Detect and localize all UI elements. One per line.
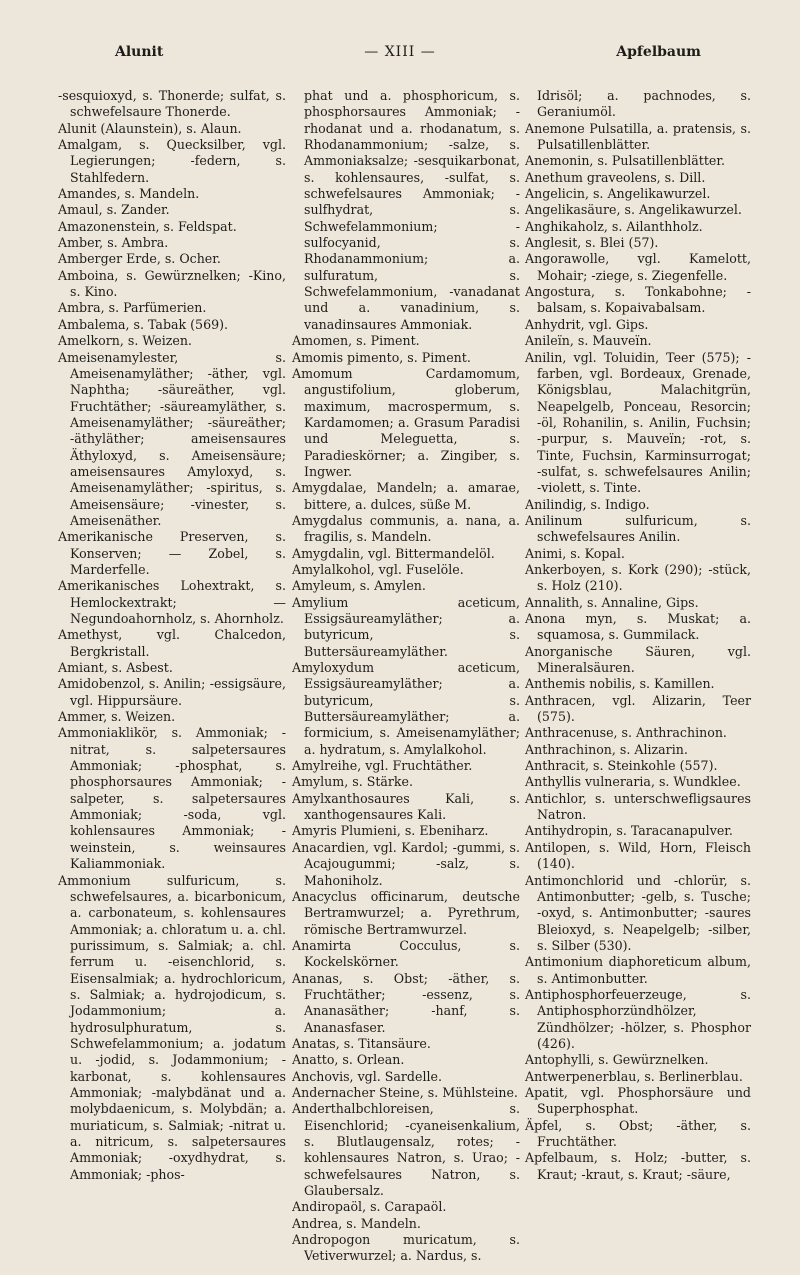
index-entry: Antophylli, s. Gewürznelken. <box>525 1052 709 1068</box>
index-entry: phat und a. phosphoricum, s. phosphorsaures Ammoniak; -rhodanat und a. rhodanatum, s. Rhodanammonium; -salze, s. Ammoniaksalze; -sesquikarbonat, s. kohlensaures, -sulfat, s. schwefelsaures Ammoniak; -sulfhydrat, s. Schwefelammonium; -sulfocyanid, s. Rhodanammonium; a. sulfuratum, s. Schwefelammonium, -vanadanat und a. vanadinium, s. vanadinsaures Ammoniak. <box>304 88 520 332</box>
index-entry: Äpfel, s. Obst; -äther, s. Fruchtäther. <box>525 1117 751 1149</box>
index-entry: Anglesit, s. Blei (57). <box>525 235 659 251</box>
index-entry: Idrisöl; a. pachnodes, s. Geraniumöl. <box>537 88 751 120</box>
index-entry: Amelkorn, s. Weizen. <box>58 333 192 349</box>
index-entry: Anilin, vgl. Toluidin, Teer (575); -farben, vgl. Bordeaux, Grenade, Königsblau, Malachitgrün, Neapelgelb, Ponceau, Resorcin; -öl, Rohanilin, s. Anilin, Fuchsin; -purpur, s. Mauveïn; -rot, s. Tinte, Fuchsin, Karminsurrogat; -sulfat, s. schwefelsaures Anilin; -violett, s. Tinte. <box>525 349 751 496</box>
index-entry: Amyris Plumieni, s. Ebeniharz. <box>292 823 489 839</box>
index-entry: Amylalkohol, vgl. Fuselöle. <box>292 561 464 577</box>
column-1 <box>58 88 286 1258</box>
index-entry: Antimonchlorid und -chlorür, s. Antimonbutter; -gelb, s. Tusche; -oxyd, s. Antimonbutter; -saures Bleioxyd, s. Neapelgelb; -silber, s. Silber (530). <box>525 872 751 953</box>
index-entry: Andernacher Steine, s. Mühlsteine. <box>292 1084 518 1100</box>
index-entry: Andropogon muricatum, s. Vetiverwurzel; a. Nardus, s. <box>292 1232 520 1264</box>
index-entry: Anderthalbchloreisen, s. Eisenchlorid; -cyaneisenkalium, s. Blutlaugensalz, rotes; -kohlensaures Natron, s. Urao; -schwefelsaures Natron, s. Glaubersalz. <box>292 1101 520 1199</box>
index-entry: Amboina, s. Gewürznelken; -Kino, s. Kino. <box>58 267 286 300</box>
index-entry: Amomum Cardamomum, angustifolium, globerum, maximum, macrospermum, s. Kardamomen; a. Grasum Paradisi und Meleguetta, s. Paradieskörner; a. Zingiber, s. Ingwer. <box>292 365 520 479</box>
index-entry: Ammonium sulfuricum, s. schwefelsaures, a. bicarbonicum, a. carbonateum, s. kohlensaures Ammoniak; a. chloratum u. a. chl. purissimum, s. Salmiak; a. chl. ferrum u. -eisenchlorid, s. Eisensalmiak; a. hydrochloricum, s. Salmiak; a. hydrojodicum, s. Jodammonium; a. hydrosulphuratum, s. Schwefelammonium; a. jodatum u. -jodid, s. Jodammonium; -karbonat, s. kohlensaures Ammoniak; -malybdänat und a. molybdaenicum, s. Molybdän; a. muriaticum, s. Salmiak; -nitrat u. a. nitricum, s. salpetersaures Ammoniak; -oxydhydrat, s. Ammoniak; -phos- <box>58 872 286 1182</box>
index-entry: Amaul, s. Zander. <box>58 202 170 218</box>
index-entry: Antichlor, s. unterschwefligsaures Natron. <box>525 790 751 823</box>
index-entry: Angelicin, s. Angelikawurzel. <box>525 186 711 202</box>
index-entry: Amylium aceticum, Essigsäureamyläther; a. butyricum, s. Buttersäureamyläther. <box>292 594 520 659</box>
index-entry: Amethyst, vgl. Chalcedon, Bergkristall. <box>58 627 286 659</box>
index-entry: Anthracen, vgl. Alizarin, Teer (575). <box>525 692 751 725</box>
index-entry: Anthracenuse, s. Anthrachinon. <box>525 725 727 741</box>
index-entry: Ananas, s. Obst; -äther, s. Fruchtäther; -essenz, s. Ananasäther; -hanf, s. Ananasfaser. <box>292 970 520 1035</box>
index-entry: Anatto, s. Orlean. <box>292 1052 405 1068</box>
index-entry: Amidobenzol, s. Anilin; -essigsäure, vgl. Hippursäure. <box>58 676 286 708</box>
index-entry: Anhydrit, vgl. Gips. <box>525 316 649 332</box>
index-entry: Amandes, s. Mandeln. <box>58 186 200 202</box>
index-entry: Anileïn, s. Mauveïn. <box>525 333 652 349</box>
index-entry: Anilinum sulfuricum, s. schwefelsaures Anilin. <box>525 512 751 545</box>
index-entry: Amylreihe, vgl. Fruchtäther. <box>292 758 473 774</box>
column-3 <box>525 88 751 1258</box>
index-entry: Anacyclus officinarum, deutsche Bertramwurzel; a. Pyrethrum, römische Bertramwurzel. <box>292 888 520 937</box>
index-entry: Antwerpenerblau, s. Berlinerblau. <box>525 1068 743 1084</box>
index-entry: Amylxanthosaures Kali, s. xanthogensaures Kali. <box>292 790 520 823</box>
index-entry: Anemone Pulsatilla, a. pratensis, s. Pulsatillenblätter. <box>525 120 751 153</box>
index-entry: Annalith, s. Annaline, Gips. <box>525 594 699 610</box>
index-entry: Apfelbaum, s. Holz; -butter, s. Kraut; -kraut, s. Kraut; -säure, <box>525 1150 751 1182</box>
index-entry: Antimonium diaphoreticum album, s. Antimonbutter. <box>525 954 751 986</box>
index-entry: Anthemis nobilis, s. Kamillen. <box>525 676 715 692</box>
index-entry: Amber, s. Ambra. <box>58 235 169 251</box>
index-entry: Anthrachinon, s. Alizarin. <box>525 741 688 757</box>
index-entry: Anamirta Cocculus, s. Kockelskörner. <box>292 937 520 970</box>
index-entry: Amiant, s. Asbest. <box>58 660 173 676</box>
index-entry: Anghikaholz, s. Ailanthholz. <box>525 218 703 234</box>
index-entry: Ammoniaklikör, s. Ammoniak; -nitrat, s. salpetersaures Ammoniak; -phosphat, s. phosphorsaures Ammoniak; -salpeter, s. salpetersaures Ammoniak; -soda, vgl. kohlensaures Ammoniak; -weinstein, s. weinsaures Kaliammoniak. <box>58 725 286 872</box>
index-entry: Angelikasäure, s. Angelikawurzel. <box>525 202 742 218</box>
index-entry: Anacardien, vgl. Kardol; -gummi, s. Acajougummi; -salz, s. Mahoniholz. <box>292 839 520 888</box>
index-entry: Anilindig, s. Indigo. <box>525 496 650 512</box>
page-number: — XIII — <box>364 44 436 60</box>
index-entry: Anemonin, s. Pulsatillenblätter. <box>525 153 726 169</box>
index-entry: Anethum graveolens, s. Dill. <box>525 169 706 185</box>
index-entry: Animi, s. Kopal. <box>525 545 625 561</box>
index-entry: Amalgam, s. Quecksilber, vgl. Legierungen; -federn, s. Stahlfedern. <box>58 137 286 185</box>
index-entry: Andrea, s. Mandeln. <box>292 1215 421 1231</box>
index-entry: Ambra, s. Parfümerien. <box>58 300 207 316</box>
header-last-entry: Apfelbaum <box>616 44 701 60</box>
index-entry: Antilopen, s. Wild, Horn, Fleisch (140). <box>525 839 751 872</box>
index-entry: Alunit (Alaunstein), s. Alaun. <box>58 120 242 136</box>
header-first-entry: Alunit <box>115 44 164 60</box>
index-entry: Ammer, s. Weizen. <box>58 709 176 725</box>
index-entry: Antihydropin, s. Taracanapulver. <box>525 823 733 839</box>
index-entry: Ambalema, s. Tabak (569). <box>58 316 229 332</box>
index-entry: Amazonenstein, s. Feldspat. <box>58 218 237 234</box>
index-entry: Apatit, vgl. Phosphorsäure und Superphosphat. <box>525 1084 751 1117</box>
index-entry: Amomen, s. Piment. <box>292 333 420 349</box>
index-entry: Amberger Erde, s. Ocher. <box>58 251 221 267</box>
index-entry: Ameisenamylester, s. Ameisenamyläther; -äther, vgl. Naphtha; -säureäther, vgl. Fruchtäther; -säureamyläther, s. Ameisenamyläther; -säureäther; -äthyläther; ameisensaures Äthyloxyd, s. Ameisensäure; ameisensaures Amyloxyd, s. Ameisenamyläther; -spiritus, s. Ameisensäure; -vinester, s. Ameisenäther. <box>58 349 286 528</box>
index-entry: Amygdalus communis, a. nana, a. fragilis, s. Mandeln. <box>292 512 520 545</box>
index-entry: Amyloxydum aceticum, Essigsäureamyläther; a. butyricum, s. Buttersäureamyläther; a. formicium, s. Ameisenamyläther; a. hydratum, s. Amylalkohol. <box>292 660 520 757</box>
index-entry: Angorawolle, vgl. Kamelott, Mohair; -ziege, s. Ziegenfelle. <box>525 251 751 283</box>
index-entry: Andiropaöl, s. Carapaöl. <box>292 1199 447 1215</box>
column-2 <box>292 88 520 1264</box>
index-entry: -sesquioxyd, s. Thonerde; sulfat, s. schwefelsaure Thonerde. <box>58 88 286 120</box>
index-entry: Angostura, s. Tonkabohne; -balsam, s. Kopaivabalsam. <box>525 284 751 316</box>
index-entry: Amyleum, s. Amylen. <box>292 578 426 594</box>
running-header <box>55 44 745 68</box>
index-entry: Amylum, s. Stärke. <box>292 774 414 790</box>
index-entry: Anthracit, s. Steinkohle (557). <box>525 758 718 774</box>
index-entry: Anona myn, s. Muskat; a. squamosa, s. Gummilack. <box>525 611 751 643</box>
index-entry: Amygdalin, vgl. Bittermandelöl. <box>292 545 495 561</box>
index-entry: Anthyllis vulneraria, s. Wundklee. <box>525 774 741 790</box>
index-entry: Amygdalae, Mandeln; a. amarae, bittere, a. dulces, süße M. <box>292 480 520 512</box>
index-entry: Amerikanische Preserven, s. Konserven; — Zobel, s. Marderfelle. <box>58 529 286 577</box>
index-entry: Anchovis, vgl. Sardelle. <box>292 1068 442 1084</box>
index-entry: Antiphosphorfeuerzeuge, s. Antiphosphorzündhölzer, Zündhölzer; -hölzer, s. Phosphor (426). <box>525 986 751 1051</box>
index-entry: Amomis pimento, s. Piment. <box>292 349 471 365</box>
index-entry: Anatas, s. Titansäure. <box>292 1035 431 1051</box>
index-entry: Anorganische Säuren, vgl. Mineralsäuren. <box>525 643 751 676</box>
index-entry: Amerikanisches Lohextrakt, s. Hemlockextrakt; — Negundoahornholz, s. Ahornholz. <box>58 578 286 626</box>
index-entry: Ankerboyen, s. Kork (290); -stück, s. Holz (210). <box>525 561 751 594</box>
